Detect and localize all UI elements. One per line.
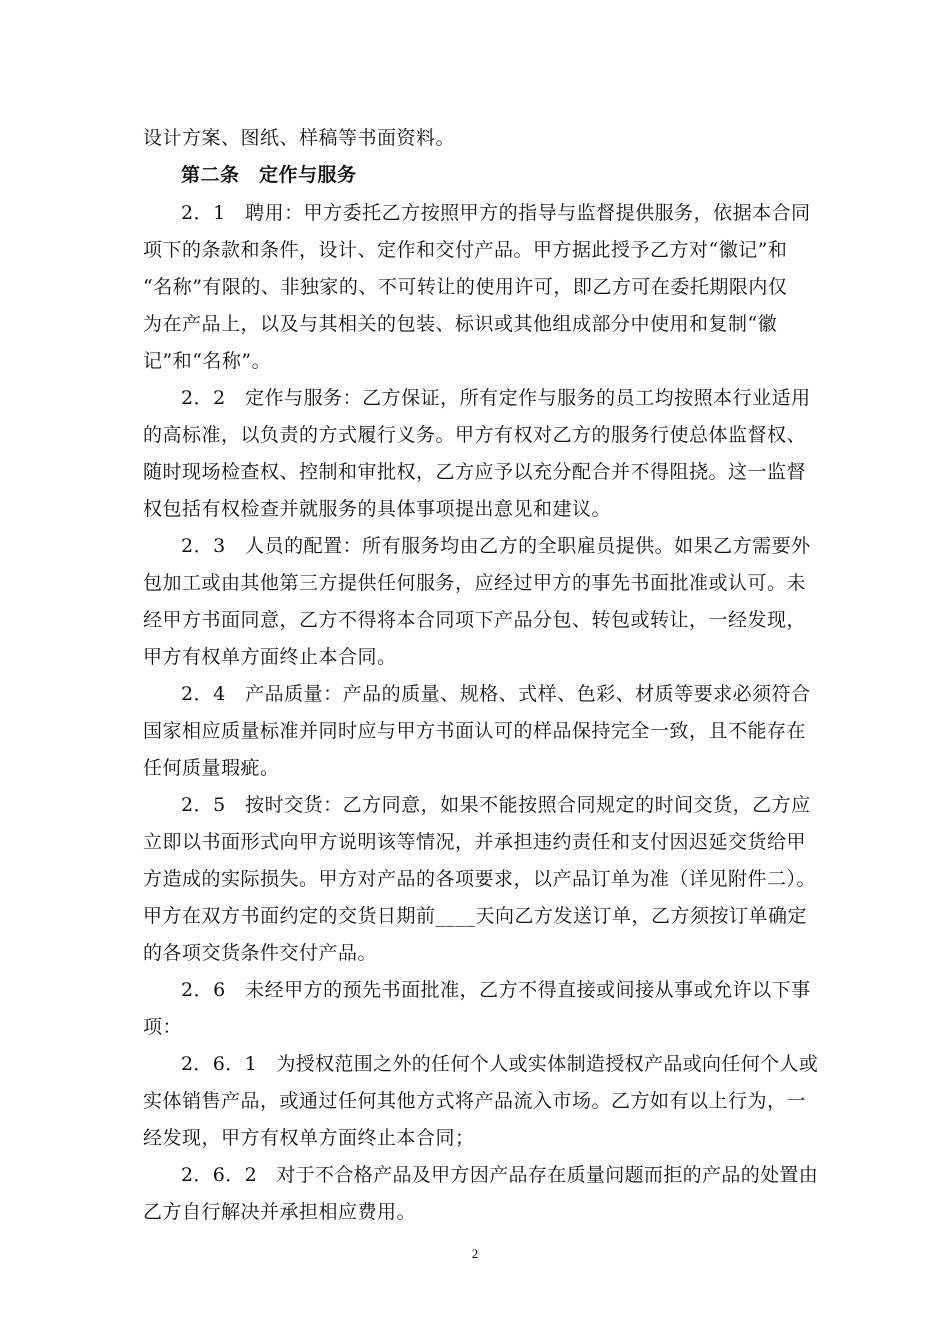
clause-2-1-line: 项下的条款和条件，设计、定作和交付产品。甲方据此授予乙方对“徽记”和 — [143, 239, 788, 261]
clause-2-6-1-line: 实体销售产品，或通过任何其他方式将产品流入市场。乙方如有以上行为，一 — [143, 1090, 807, 1112]
clause-2-2-line: 的高标准，以负责的方式履行义务。甲方有权对乙方的服务行使总体监督权、 — [143, 424, 807, 446]
clause-2-3-line: 甲方有权单方面终止本合同。 — [143, 646, 397, 668]
clause-2-4-line: 任何质量瑕疵。 — [143, 757, 280, 779]
clause-2-1-line: “名称”有限的、非独家的、不可转让的使用许可，即乙方可在委托期限内仅 — [143, 276, 788, 298]
clause-2-1-line: 记”和“名称”。 — [143, 350, 272, 372]
clause-2-4-line: 2．4 产品质量：产品的质量、规格、式样、色彩、材质等要求必须符合 — [181, 683, 811, 705]
clause-2-5-line: 方造成的实际损失。甲方对产品的各项要求，以产品订单为准（详见附件二）。 — [143, 868, 817, 890]
clause-2-4-line: 国家相应质量标准并同时应与甲方书面认可的样品保持完全一致，且不能存在 — [143, 720, 807, 742]
clause-2-6-1-line: 经发现，甲方有权单方面终止本合同； — [143, 1127, 475, 1149]
clause-2-5-line: 甲方在双方书面约定的交货日期前____天向乙方发送订单，乙方须按订单确定 — [143, 905, 808, 927]
clause-2-5-line: 立即以书面形式向甲方说明该等情况，并承担违约责任和支付因迟延交货给甲 — [143, 831, 807, 853]
page-number: 2 — [471, 1246, 479, 1261]
clause-2-6-2-line: 2．6．2 对于不合格产品及甲方因产品存在质量问题而拒的产品的处置由 — [181, 1164, 819, 1186]
clause-2-6-2-line: 乙方自行解决并承担相应费用。 — [143, 1201, 417, 1223]
clause-2-1-line: 为在产品上，以及与其相关的包装、标识或其他组成部分中使用和复制“徽 — [143, 313, 778, 335]
paragraph-line: 设计方案、图纸、样稿等书面资料。 — [143, 127, 456, 149]
clause-2-2-line: 随时现场检查权、控制和审批权，乙方应予以充分配合并不得阻挠。这一监督 — [143, 461, 807, 483]
clause-2-6-line: 项： — [143, 1016, 183, 1038]
clause-2-2-line: 2．2 定作与服务：乙方保证，所有定作与服务的员工均按照本行业适用 — [181, 387, 811, 409]
clause-2-3-line: 包加工或由其他第三方提供任何服务，应经过甲方的事先书面批准或认可。未 — [143, 572, 807, 594]
section-heading: 第二条 定作与服务 — [181, 164, 357, 186]
clause-2-6-1-line: 2．6．1 为授权范围之外的任何个人或实体制造授权产品或向任何个人或 — [181, 1053, 819, 1075]
clause-2-3-line: 2．3 人员的配置：所有服务均由乙方的全职雇员提供。如果乙方需要外 — [181, 535, 811, 557]
clause-2-3-line: 经甲方书面同意，乙方不得将本合同项下产品分包、转包或转让，一经发现， — [143, 609, 807, 631]
clause-2-1-line: 2．1 聘用：甲方委托乙方按照甲方的指导与监督提供服务，依据本合同 — [181, 202, 811, 224]
clause-2-6-line: 2．6 未经甲方的预先书面批准，乙方不得直接或间接从事或允许以下事 — [181, 979, 811, 1001]
clause-2-2-line: 权包括有权检查并就服务的具体事项提出意见和建议。 — [143, 498, 612, 520]
clause-2-5-line: 2．5 按时交货：乙方同意，如果不能按照合同规定的时间交货，乙方应 — [181, 794, 811, 816]
clause-2-5-line: 的各项交货条件交付产品。 — [143, 942, 378, 964]
